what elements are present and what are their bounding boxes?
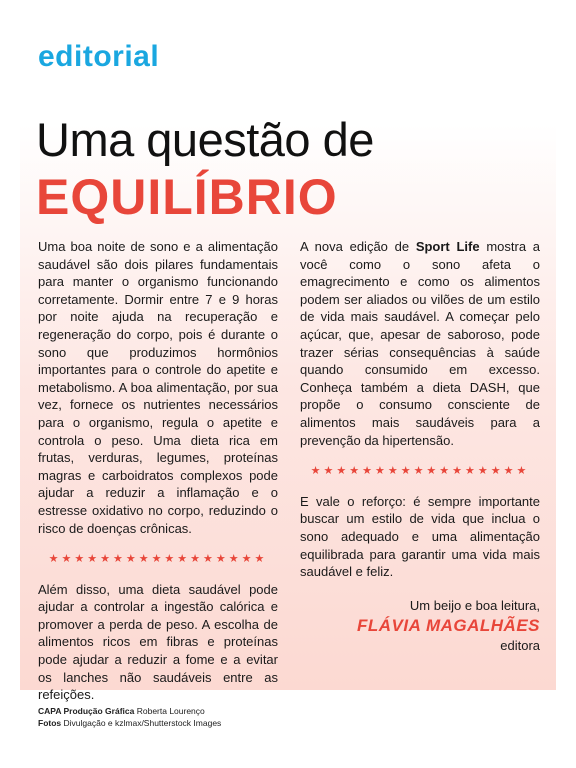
star-separator: ★★★★★★★★★★★★★★★★★ (310, 465, 530, 478)
editor-name: FLÁVIA MAGALHÃES (356, 616, 540, 635)
right-paragraph-2: E vale o reforço: é sempre importante buscar um estilo de vida que inclua o sono adequado e uma alimentação equilibrada para garantir uma vida mais saudável e feliz. (300, 493, 540, 580)
credit-label: Fotos (38, 718, 62, 728)
credit-label: CAPA Produção Gráfica (38, 706, 135, 716)
credit-line-photos (38, 717, 221, 729)
left-column (38, 238, 278, 704)
credit-line-cover (38, 705, 221, 717)
credit-value: Roberta Lourenço (134, 706, 205, 716)
left-paragraph-2: Além disso, uma dieta saudável pode ajudar a controlar a ingestão calórica e promover a perda de peso. A escolha de alimentos ricos em fibras e proteínas pode ajudar a reduzir a fome e a evitar os lanches não saudáveis entre as refeições. (38, 581, 278, 703)
credit-value: Divulgação e kzlmax/Shutterstock Images (61, 718, 222, 728)
editor-role: editora (500, 638, 540, 653)
right-paragraph-1 (300, 238, 540, 449)
section-label: editorial (38, 40, 160, 73)
left-paragraph-1: Uma boa noite de sono e a alimentação saudável são dois pilares fundamentais para manter o organismo funcionando corretamente. Dormir entre 7 e 9 horas por noite ajuda na recuperação e regeneração do corpo, pois é durante o sono que produzimos hormônios importantes para o controle do apetite e metabolismo. A boa alimentação, por sua vez, fornece os nutrientes necessários para o organismo, regula o apetite e controla o peso. Uma dieta rica em frutas, verduras, legumes, proteínas magras e carboidratos complexos pode ajudar a reduzir a inflamação e o estresse oxidativo no corpo, reduzindo o risco de doenças crônicas. (38, 239, 278, 536)
signoff (300, 597, 540, 655)
magazine-name: Sport Life (415, 239, 480, 254)
star-separator: ★★★★★★★★★★★★★★★★★ (48, 553, 268, 566)
signoff-greeting: Um beijo e boa leitura, (409, 598, 540, 613)
credits (38, 705, 221, 729)
paragraph-text: A nova edição de (300, 239, 416, 254)
title-line-2: EQUILÍBRIO (36, 169, 338, 225)
right-column (300, 238, 540, 581)
paragraph-text: mostra a você como o sono afeta o emagrecimento e como os alimentos podem ser aliados ou vilões de um estilo de vida mais saudável. A começar pelo açúcar, que, apesar de saboroso, pode trazer sérias consequências à saúde quando consumido em excesso. Conheça também a dieta DASH, que propõe o consumo consciente de alimentos mais saudáveis para a prevenção da hipertensão. (300, 239, 541, 448)
title-line-1: Uma questão de (36, 113, 374, 166)
